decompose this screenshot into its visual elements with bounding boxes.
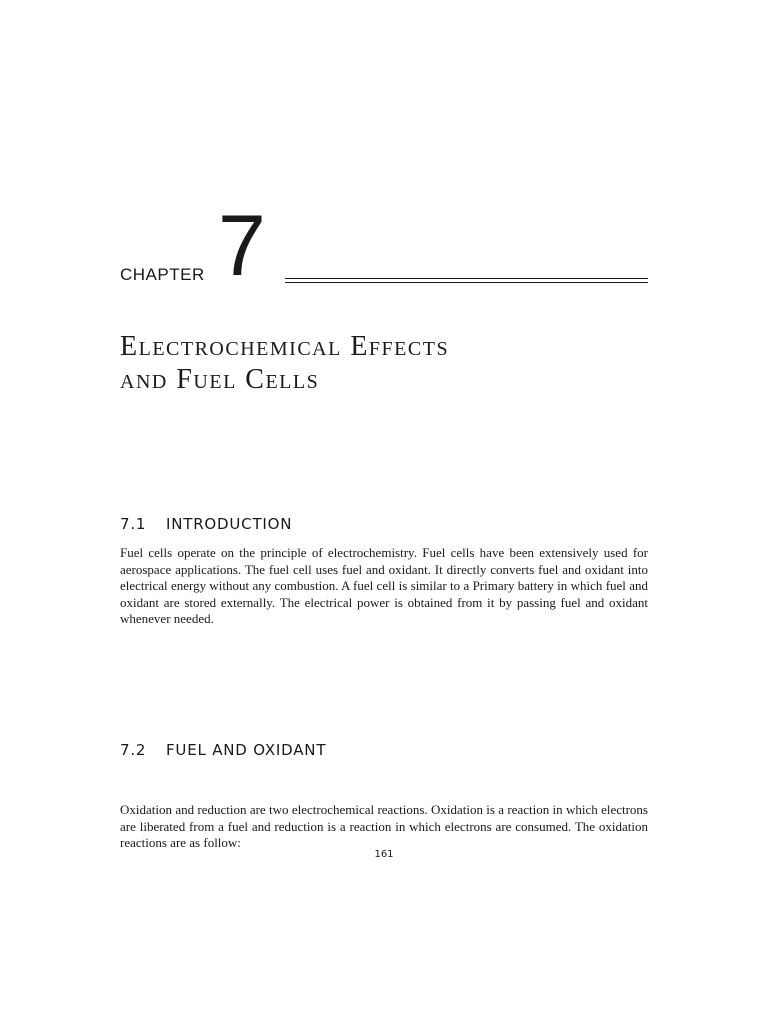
section-heading-introduction [120,515,292,533]
chapter-label: CHAPTER [120,265,205,284]
section-title: INTRODUCTION [166,515,293,533]
page-number: 161 [374,849,394,860]
section-heading-fuel-and-oxidant [120,741,326,759]
section-title: FUEL AND OXIDANT [166,741,327,759]
section-number: 7.1 [120,515,147,533]
fuel-and-oxidant-paragraph: Oxidation and reduction are two electrochemical reactions. Oxidation is a reaction in which electrons are liberated from a fuel and reduction is a reaction in which electrons are consumed. The oxidation reactions are as follow: [120,802,648,850]
chapter-title-line-2: and Fuel Cells [120,364,320,395]
chapter-rule [285,278,648,283]
chapter-header [120,198,648,295]
introduction-paragraph: Fuel cells operate on the principle of electrochemistry. Fuel cells have been extensively used for aerospace applications. The fuel cell uses fuel and oxidant. It directly converts fuel and oxidant into electrical energy without any combustion. A fuel cell is similar to a Primary battery in which fuel and oxidant are stored externally. The electrical power is obtained from it by passing fuel and oxidant whenever needed. [120,545,648,626]
chapter-number: 7 [218,198,266,294]
chapter-title-line-1: Electrochemical Effects [120,331,450,362]
section-number: 7.2 [120,741,147,759]
chapter-title [120,330,680,396]
